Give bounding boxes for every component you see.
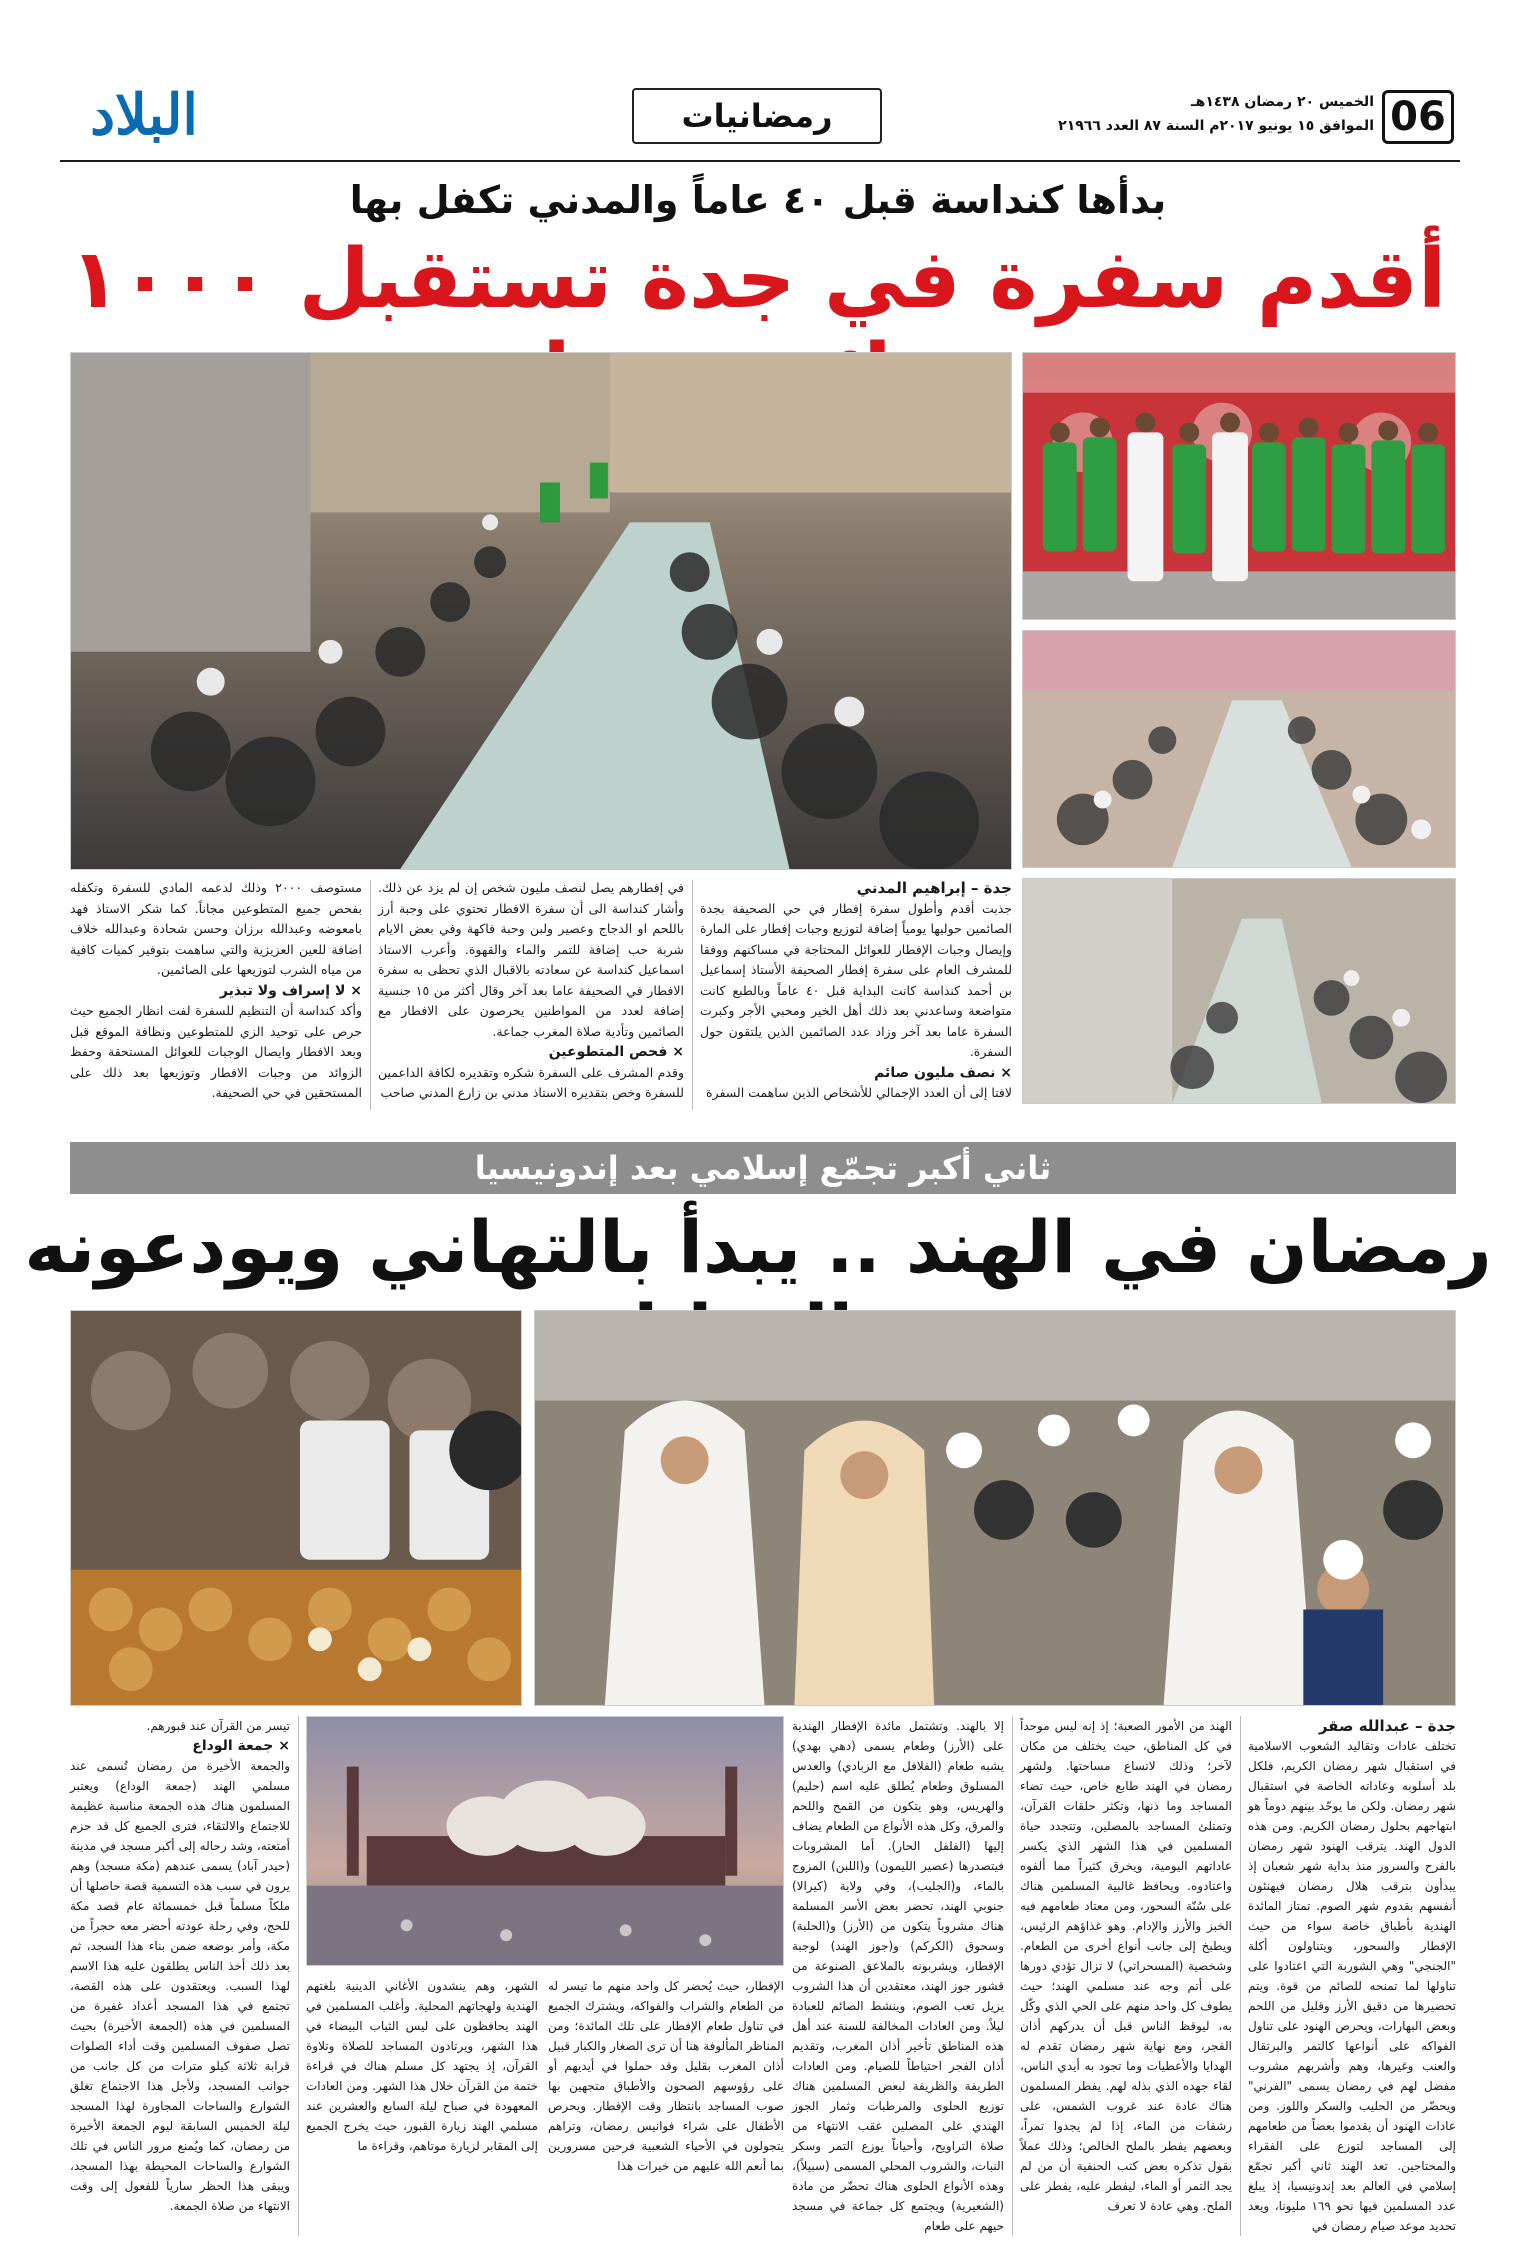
article1-byline: جدة – إبراهيم المدني [856, 879, 1012, 897]
date-gregorian-issue: الموافق ١٥ يونيو ٢٠١٧م السنة ٨٧ العدد ٢١٩٦٦ [1058, 118, 1374, 134]
article2-byline: جدة – عبدالله صقر [1318, 1717, 1456, 1735]
article1-column-1 [700, 878, 1012, 1104]
food-market-photo [70, 1310, 522, 1706]
article1-subhead-volunteers: × فحص المتطوعين [548, 1044, 684, 1060]
article2-c3-text: إلا بالهند. وتشتمل مائدة الإفطار الهندية على (الأرز) وطعام يسمى (دهي بهدي) يشبه طعام (الفلافل مع الزبادي) والعدس المسلوق وطعام يُطلق عليه اسم (حليم) والهريس، وهو يتكون من القمح واللحم والمرق، وكل هذه الأنواع من الطعام يضاف إليها (الفلفل الحار). أما المشروبات فيتصدرها (عصير الليمون) و(اللبن) المزوج بالماء، و(الجليب)، وفي ولاية (كيرالا) جنوبي الهند، تحضر بعض الأسر المسلمة هناك مشروباً يتكون من (الأرز) و(الحلبة) وسحوق (الكركم) و(جوز الهند) لوجبة الإفطار، ويشربونه بالملاعق الصنوعة من قشور جوز الهند، معتقدين أن هذا الشروب يزيل تعب الصوم، وينشط الصائم للعبادة ليلاً. ومن العادات المخالفة للسنة عند أهل هذه المناطق تأخير أذان المغرب، وتقديم أذان الفجر احتياطاً للصيام. ومن العادات الطريفة والظريفة لبعض المسلمين هناك توزيع الحلوى والمرطبات وثمار الجوز الهندي على المصلين عقب الانتهاء من صلاة التراويح، وأحياناً يوزع التمر وسكر النبات، والشروب المحلي المسمى (سبيلاً)، وهذه الأنواع الحلوى هناك تحضّر من مادة (الشعيرية) ويجتمع كل جماعة في مسجد حيهم على طعام [792, 1719, 1004, 2233]
article1-subhead-no-waste: × لا إسراف ولا تبذير [219, 982, 362, 999]
page-number: 06 [1382, 90, 1454, 144]
article1-col1b-text: لافتا إلى أن العدد الإجمالي للأشخاص الذين ساهمت السفرة [706, 1085, 1012, 1100]
article1-col3-text: مستوصف ٢٠٠٠ وذلك لدعمه المادي للسفرة وتكفله بفحص جميع المتطوعين مجاناً. كما شكر الاستاذ فهد بامعوضه وعبدالله برزان وحسن شحادة وعبدالله خلاف اضافة للعين العزيزية والتي ساهمت بتوفير كميات كافية من مياه الشرب لتوزيعها على الصائمين. [70, 880, 363, 977]
article1-kicker: بدأها كنداسة قبل ٤٠ عاماً والمدني تكفل بها [349, 178, 1167, 222]
article2-column-3 [792, 1716, 1004, 2236]
article1-column-3 [70, 878, 362, 1104]
date-hijri: الخميس ٢٠ رمضان ١٤٣٨هـ [1190, 94, 1374, 110]
article2-column-2 [1020, 1716, 1232, 2216]
header-rule [60, 160, 1460, 162]
newspaper-logo: البلاد [90, 82, 198, 148]
article2-c6-text: تيسر من القرآن عند قبورهم. [146, 1719, 290, 1733]
article1-column-2 [378, 878, 684, 1104]
article1-title: أقدم سفرة في جدة تستقبل ١٠٠٠ [69, 232, 1447, 327]
alley-iftar-photo [1022, 878, 1456, 1104]
article2-column-4 [548, 1976, 784, 2176]
article2-column-5 [306, 1976, 538, 2156]
article2-column-6 [70, 1716, 290, 2216]
article1-col1-text: جذبت أقدم وأطول سفرة إفطار في حي الصحيفة بجدة الصائمين حوليها يومياً إضافة لتوزيع وجبات إفطار على المارة وإيصال وجبات الإفطار للعوائل المحتاجة في مساكنهم ووفقا للمشرف العام على سفرة إفطار الصحيفة الأستاذ إسماعيل بن أحمد كنداسة كانت البداية قبل ٤٠ عاماً وبالطبع كانت متواضعة وساعدني بعد ذلك أهل الخير ومحبي الأجر وكبرت السفرة عاما بعد آخر وزاد عدد الصائمين الذين يلتقون حول السفرة. [700, 900, 1013, 1059]
section-title: رمضانيات [632, 88, 882, 144]
iftar-gathering-photo [1022, 630, 1456, 868]
article1-col2-text: في إفطارهم يصل لنصف مليون شخص إن لم يزد عن ذلك. وأشار كنداسة الى أن سفرة الافطار تحتوي على وجبة أرز باللحم او الدجاج وعصير ولبن وحبة فاكهة وفي بعض الايام شربة حب إضافة للتمر والماء والقهوة. وأعرب الاستاذ اسماعيل كنداسة عن سعادته بالاقبال الذي تحظى به سفرة الافطار في الصحيفة عاما بعد آخر وقال أكثر من ١٥ جنسية إضافة لعدد من المواطنين يحرصون على الافطار مع الصائمين وتأدية صلاة المغرب جماعة. [378, 880, 684, 1039]
volunteers-group-photo [1022, 352, 1456, 620]
article2-c2-text: الهند من الأمور الصعبة؛ إذ إنه ليس موحداً في كل المناطق، حيث يختلف من مكان لآخر؛ وذلك لاتساع مساحتها. ولشهر رمضان في الهند طابع خاص، حيث تضاء المساجد وما ذنها، وتكثر حلقات القرآن، وتمتلئ المساجد بالمصلين، وتتجدد حياة المسلمين في هذا الشهر الذي يكسر عاداتهم اليومية، ويخرق كثيراً مما ألفوه واعتادوه. ويحافظ غالبية المسلمين هناك على سُنّة السحور، ومن معتاد طعامهم فيه الخبز والأرز والإدام. وهو غذاؤهم الرئيس، ويطبخ إلى جانب أنواع أخرى من الطعام. وشخصية (المسحراتي) لا تزال تؤدي دورها على أتم وجه عند مسلمي الهند؛ حيث يطوف كل واحد منهم على الحي الذي وكّل به، ليوقظ الناس قبل أن يدركهم أذان الفجر، ومع نهاية شهر رمضان تقدم له الهدايا والأعطيات وما تجود به أيدي الناس، لقاء جهده الذي بذله لهم. يفطر المسلمون هناك عادة عند غروب الشمس، على رشفات من الماء، إذا لم يجدوا تمراً، وبعضهم يفطر بالملح الخالص؛ وذلك عملاً بقول تذكره بعض كتب الحنفية أن من لم يجد التمر أو الماء، ليفطر عليه، يفطر على الملح. وهي عادة لا تعرف [1020, 1719, 1232, 2213]
children-praying-photo [534, 1310, 1456, 1706]
article2-c4-text: الإفطار، حيث يُحضر كل واحد منهم ما تيسر له من الطعام والشراب والفواكه، ويشترك الجميع في تناول طعام الإفطار على تلك المائدة؛ ومن المناظر المألوفة هنا أن ترى الصغار والكبار قبيل أذان المغرب بقليل وقد حملوا في أيديهم أو على رؤوسهم الصحون والأطباق متجهين بها صوب المساجد بانتظار وقت الإفطار. ويحرص الأطفال على شراء فوانيس رمضان، وتراهم يتجولون في الأحياء الشعبية فرحين مسرورين بما أنعم الله عليهم من خيرات هذا [548, 1979, 784, 2173]
article2-c1-text: تختلف عادات وتقاليد الشعوب الاسلامية في استقبال شهر رمضان الكريم، فلكل بلد أسلوبه وعاداته الخاصة في استقبال شهر رمضان. ولكن ما يوحّد بينهم دوماً هو ابتهاجهم بحلول رمضان الكريم. ومن هذه الدول الهند. يترقب الهنود شهر رمضان بالفرح والسرور منذ بداية شهر شعبان إذ يبدأون بترقب هلال رمضان فيهنئون أنفسهم بقدوم شهر الصوم. تمتاز المائدة الهندية بأطباق خاصة سواء من حيث الإفطار والسحور، ويتناولون أكلة "الجنجي" وهي الشوربة التي اعتادوا على تناولها لما تمنحه للصائم من قوة. ويتم تحضيرها من دقيق الأرز وقليل من اللحم وبعض البهارات، ويحرص الهنود على تناول الفواكه على أنواعها كالتمر والبرتقال والعنب وغيرها، وهم وأشربهم مشروب مفضل لهم في رمضان يسمى "الفرني" ويحضّر من الحليب والسكر واللوز. ومن عادات الهنود أن يقدموا بعضاً من طعامهم إلى المساجد لتوزع على الفقراء والمحتاجين. تعد الهند ثاني أكبر تجمّع إسلامي في العالم بعد إندونيسيا، إذ يبلغ عدد المسلمين فيها نحو ١٦٩ مليونا، ويعد تحديد موعد صيام رمضان في [1248, 1739, 1456, 2233]
article2-c6b-text: والجمعة الأخيرة من رمضان تُسمى عند مسلمي الهند (جمعة الوداع) ويعتبر المسلمون هناك هذه الجمعة مناسبة عظيمة للاجتماع والالتقاء، فترى الجميع كل قد حزم أمتعته، وشد رحاله إلى أكبر مسجد في مدينة (حيدر آباد) يسمى عندهم (مكة مسجد) وهم يرون في سبب هذه التسمية قصة حاصلها أن ملكاً مسلماً قبل خمسمائة عام قصد مكة للحج، وفي رحلة عودته أحضر معه حجراً من مكة، وأمر بوضعه ضمن بناء هذا السجد، ثم بعد ذلك أخذ الناس يطلقون عليه هذا الاسم لهذا السبب. ويعتقدون على هذه القصة، تجتمع في هذا المسجد أعداد غفيرة من المسلمين في هذه (الجمعة الأخيرة) بحيث تصل صفوف المسلمين وقت أداء الصلوات قرابة ثلاثة كيلو مترات من كل جانب من جوانب المسجد، ولأجل هذا الاجتماع تغلق الشوارع والساحات المجاورة لهذا المسجد ليلة الخميس السابقة ليوم الجمعة الأخيرة من رمضان، كما ويُمنع مرور الناس في تلك الشوارع والساحات المحيطة بهذا المسجد، ويبقى هذا الحظر سارياً للفعول إلى وقت الانتهاء من صلاة الجمعة. [70, 1759, 290, 2213]
article1-col3b-text: وأكد كنداسة أن التنظيم للسفرة لفت انظار الجميع حيث حرص على توحيد الزي للمتطوعين ونظافة الموقع قبل وبعد الافطار وايصال الوجبات للعوائل المستحقة وحفظ الزوائد من وجبات الافطار وتوزيعها بعد ذلك على المستحقين في حي الصحيفة. [70, 1003, 362, 1100]
article2-c5-text: الشهر، وهم ينشدون الأغاني الدينية بلغتهم الهندية ولهجاتهم المحلية. وأغلب المسلمين في الهند يحافظون على ليس الثياب البيضاء في هذا الشهر، ويرتادون المساجد للصلاة وتلاوة القرآن، إذ يجتهد كل مسلم هناك في قراءة ختمة من القرآن خلال هذا الشهر. ومن العادات المعهودة في صباح ليلة السابع والعشرين عند مسلمي الهند زيارة القبور، حيث يخرج الجميع إلى المقابر لزيارة موتاهم، وقراءة ما [306, 1979, 538, 2153]
article1-col2b-text: وقدم المشرف على السفرة شكره وتقديره لكافة الداعمين للسفرة وخص بتقديره الاستاذ مدني بن زارع المدني صاحب [378, 1064, 684, 1100]
jama-masjid-photo [306, 1716, 784, 1966]
article2-kicker-band: ثاني أكبر تجمّع إسلامي بعد إندونيسيا [70, 1142, 1456, 1194]
article2-column-1 [1248, 1716, 1456, 2236]
iftar-street-photo [70, 352, 1012, 870]
article1-subhead-half-million: × نصف مليون صائم [874, 1064, 1012, 1081]
article2-subhead-farewell-friday: × جمعة الوداع [192, 1738, 290, 1754]
article2-title: رمضان في الهند .. يبدأ بالتهاني ويودعونه [24, 1205, 1492, 1289]
